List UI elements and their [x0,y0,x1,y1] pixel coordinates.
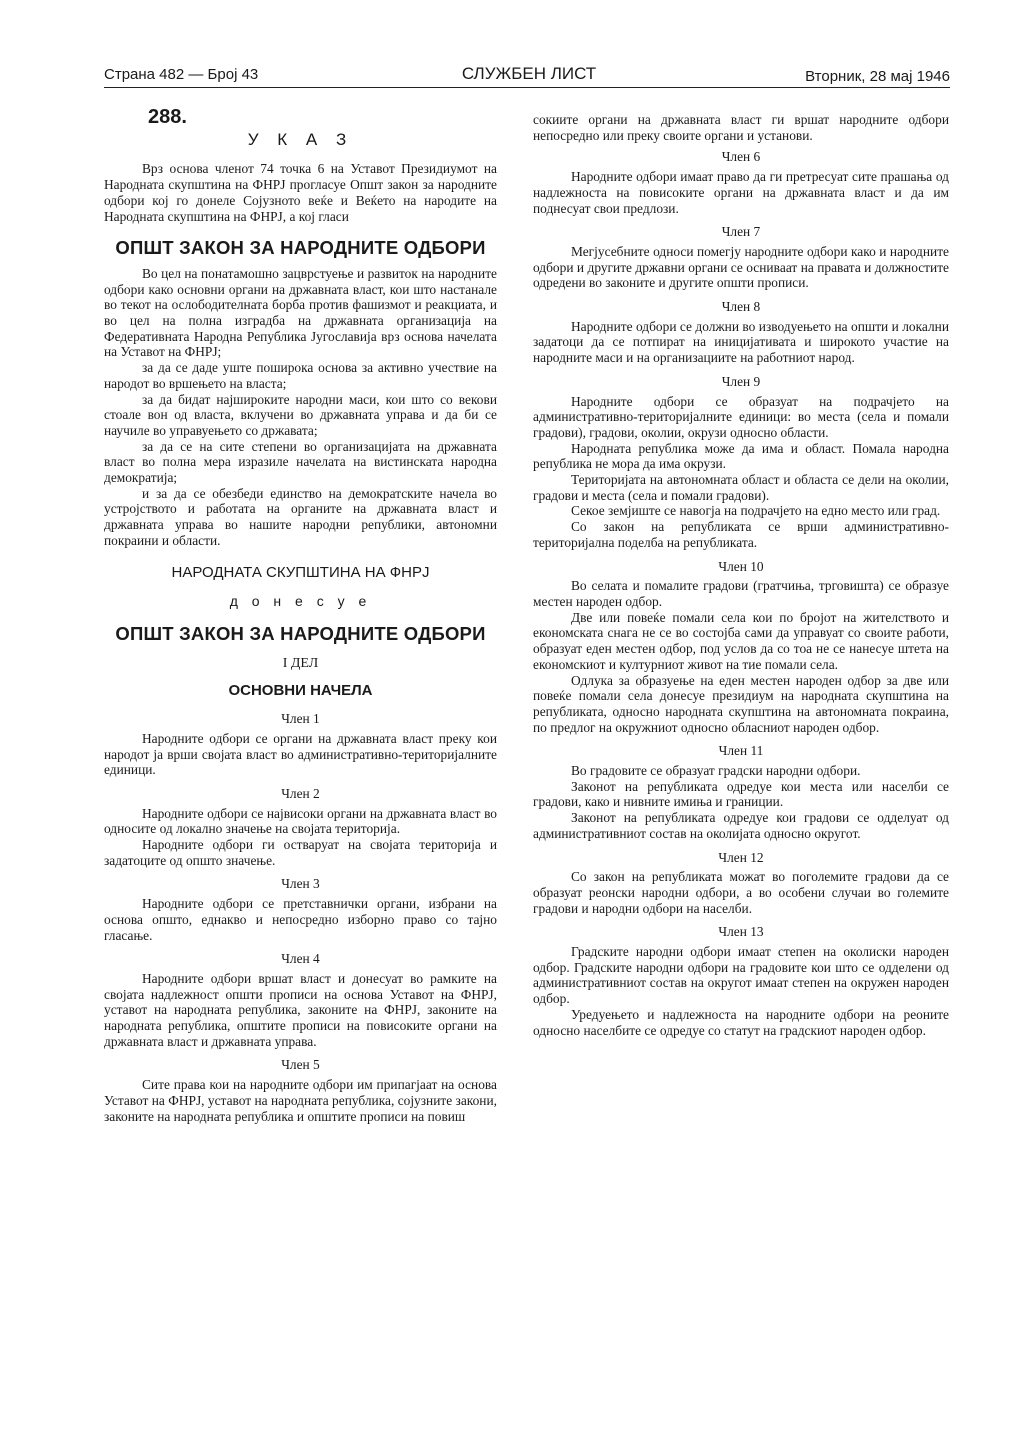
article [104,951,497,1049]
articles-left [104,711,497,1124]
article-paragraph: Законот на републиката одредуе кои места или населби се градови, како и нивните имиња и границии. [533,778,949,810]
article-label: Член 4 [281,951,320,967]
article-paragraph: Сите права кои на народните одбори им припагјаат на основа Уставот на ФНРЈ, уставот на народната република, сојузните закони, законите на народната република и општите прописи на повиш [104,1077,497,1124]
header-rule [104,87,950,88]
intro-paragraphs [104,266,497,549]
article [104,1057,497,1124]
article [104,711,497,778]
article [533,374,949,551]
right-column [533,112,949,1046]
article [533,149,949,216]
article [533,850,949,917]
article [533,224,949,291]
page-header [104,62,950,86]
left-column [104,100,497,1132]
article-paragraph: Секое земјиште се навогја на подрачјето на едно место или град. [571,503,941,519]
article-paragraph: Народните одбори ги остваруат на својата територија и задатоците од општо значење. [104,837,497,868]
article-label: Член 8 [721,299,761,315]
decree-number: 288. [148,106,187,128]
article-label: Член 3 [281,876,320,892]
page-number-label: Страна 482 — Број 43 [104,66,259,83]
article-paragraph: Во селата и помалите градови (гратчиња, трговишта) се образуе местен народен одбор. [533,578,949,609]
article-label: Член 6 [721,149,761,165]
issue-date: Вторник, 28 мај 1946 [805,68,950,85]
law-title: ОПШТ ЗАКОН ЗА НАРОДНИТЕ ОДБОРИ [115,237,486,259]
assembly-heading: НАРОДНАТА СКУПШТИНА НА ФНРЈ [171,563,430,581]
decree-preamble: Врз основа членот 74 точка 6 на Уставот Президиумот на Народната скупштина на ФНРЈ прогласуе Општ закон за народните одбори кој го донеле Сојузното веќе и Веќето на народите на Народната скупштина на ФНРЈ, а кој гласи [104,161,497,224]
article [104,786,497,869]
article-paragraph: Народните одбори имаат право да ги претресуат сите прашања од надлежноста на повисоките органи на државната власт и да им поднесуат свои предлози. [533,169,949,216]
article-paragraph: Народните одбори се органи на државната власт преку кои народот ја врши својата власт во административно-територијалните единици. [104,730,497,778]
article-paragraph: Народните одбори се должни во изводуењето на општи и локални задатоци да се потпират на иницијативата и широкото участие на народните маси и на организациите на работниот народ. [533,318,949,366]
article-paragraph: Народните одбори вршат власт и донесуат во рамките на својата надлежност општи прописи на основа Уставот на ФНРЈ, уставот на народната република, законите на ФНРЈ, законите на народната република, општите прописи на повисоките органи на државната власт и државната управа. [104,970,497,1049]
article-paragraph: Мегјусебните односи помегју народните одбори како и народните одбори и другите државни органи се оснивaат на правата и должностите одредени во законите и другите општи прописи. [533,243,949,291]
article-paragraph: Две или повеќе помали села кои по бројот на жителството и економската снага не се во состојба сами да управуат со своите работи, образуат еден местен одбор, под услов да со тоа не се нанесуе штета на економскиот и културниот живот на тие помали села. [533,609,949,672]
article-paragraph: Народната република може да има и област. Помала народна република не мора да има окрузи. [533,440,949,472]
article [533,924,949,1038]
article-label: Член 5 [281,1057,320,1073]
article-paragraph: Со закон на републиката се врши административно-територијална поделба на републиката. [533,519,949,550]
articles-right [533,149,949,1038]
article-paragraph: Одлука за образуење на еден местен народен одбор за две или повеќе помали села донесуе президиум на народната скупштина на републиката, односно народната скупштина на автономната покраина, по предлог на окружниот односно обласниот народен одбор. [533,672,949,735]
article-paragraph: Територијата на автономната област и областа се дели на околии, градови и места (села и помали градови). [533,472,949,503]
article-paragraph: Со закон на републиката можат во поголемите градови да се образуат реонски народни одбори, а во особени случаи во големите градови и народни одбори на населби. [533,869,949,916]
article-label: Член 12 [718,849,764,865]
article [533,299,949,366]
article-paragraph: Градските народни одбори имаат степен на околиски народен одбор. Градските народни одбори на градовите кои што се одделени од административниот состав на округот имаат степен на окружен народен одбор. [533,944,949,1007]
intro-paragraph: и за да се обезбеди единство на демократските начела во устројството и работата на органите на државната власт и државната управа во нашите народни републики, автономни покраини и области. [104,485,497,548]
article-paragraph: Народните одбори се претставнички органи, избрани на основа општо, еднакво и непосредно изборно право со тајно гласање. [104,896,497,943]
article-label: Член 9 [721,373,761,389]
article-label: Член 7 [721,224,761,240]
intro-paragraph: Во цел на понатамошно зацврстуење и развиток на народните одбори како основни органи на државната власт, кои што настанале во текот на ослободителната борба против фашизмот и реакциата, и во цел на полна изградба на државната организација на Федеративната Народна Република Југославија врз основа начелата на Уставот на ФНРЈ; [104,265,497,360]
article-label: Член 10 [718,558,764,574]
article-label: Член 13 [718,924,764,940]
article-paragraph: Во градовите се образуат градски народни одбори. [571,763,861,779]
article-paragraph: Народните одбори се највисоки органи на државната власт во односите од локално значење на својата територија. [104,805,497,837]
intro-paragraph: за да се даде уште поширока основа за активно учествие на народот во вршењето на власта; [104,360,497,391]
article-paragraph: Законот на републиката одредуе кои градови се одделуат од административниот состав на околијата односно округот. [533,810,949,841]
article-label: Член 11 [718,743,764,759]
publication-title: СЛУЖБЕН ЛИСТ [461,64,597,83]
article [533,559,949,736]
article-label: Член 1 [281,711,320,727]
article-paragraph: Уредуењето и надлежноста на народните одбори на реоните односно населбите се одредуе со статут на градскиот народен одбор. [533,1006,949,1038]
section-heading: ОСНОВНИ НАЧЕЛА [228,682,373,700]
enacts-heading: д о н е с у е [229,593,372,610]
article [104,876,497,943]
decree-title: У К А З [247,129,354,149]
part-heading: I ДЕЛ [282,655,319,671]
continuation-paragraph: сокиите органи на државната власт ги вршат народните одбори непосредно или преку своите органи и установи. [533,112,949,143]
article [533,743,949,841]
law-title-2: ОПШТ ЗАКОН ЗА НАРОДНИТЕ ОДБОРИ [115,622,486,644]
intro-paragraph: за да се на сите степени во организацијата на државната власт во полна мера изразиле начелата на вистинската народна демократија; [104,438,497,486]
intro-paragraph: за да бидат најшироките народни маси, кои што со векови стоале вон од власта, вклучени во државната управа и да би се научиле во управуењето со државата; [104,391,497,438]
article-label: Член 2 [281,785,320,801]
article-paragraph: Народните одбори се образуат на подрачјето на административно-територијалните единици: во места (села и помали градови), градови, околии, окрузи односно области. [533,393,949,440]
